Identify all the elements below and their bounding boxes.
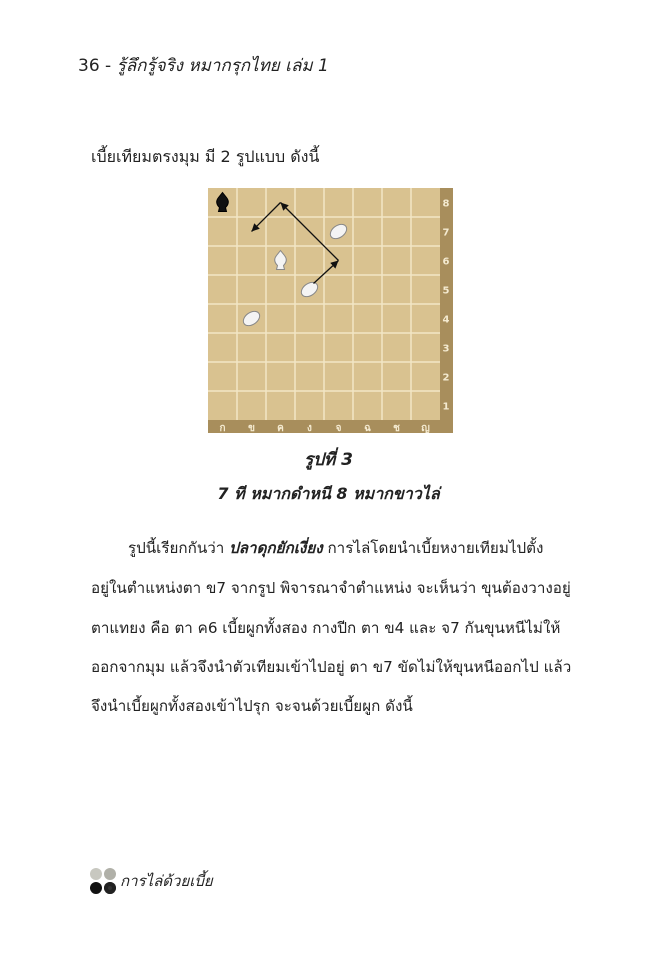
file-label: ข [248,423,255,433]
book-title: รู้ลึกรู้จริง หมากรุกไทย เล่ม 1 [116,56,329,76]
footer-text: การไล่ด้วยเบี้ย [120,872,213,890]
rank-label: 8 [442,198,450,210]
text: การไล่โดยนำเบี้ยหงายเทียมไปตั้ง [322,539,544,557]
term-bold: ปลาดุกยักเงี่ยง [229,539,323,557]
rank-label: 2 [442,372,450,384]
rank-label: 1 [442,401,450,413]
file-label: ฉ [364,423,371,433]
file-label: ญ [421,423,430,433]
footer-pieces-icon [90,868,116,894]
paragraph-line-4: ออกจากมุม แล้วจึงนำตัวเทียมเข้าไปอยู่ ตา ข7 ขัดไม่ให้ขุนหนีออกไป แล้ว [91,658,572,676]
file-label: ง [307,423,312,433]
file-label: ค [277,423,284,433]
figure-caption: รูปที่ 3 [304,450,353,470]
paragraph-line-2: อยู่ในตำแหน่งตา ข7 จากรูป พิจารณาจำตำแหน่ง จะเห็นว่า ขุนต้องวางอยู่ [91,579,571,597]
page-header [78,52,329,79]
paragraph-line-5: จึงนำเบี้ยผูกทั้งสองเข้าไปรุก จะจนด้วยเบี้ยผูก ดังนี้ [91,697,413,715]
rank-label: 5 [442,285,450,297]
rank-label: 6 [442,256,450,268]
header-separator: - [105,56,112,76]
paragraph-line-3: ตาแทยง คือ ตา ค6 เบี้ยผูกทั้งสอง กางปีก ตา ข4 และ จ7 กันขุนหนีไม่ให้ [91,619,561,637]
chess-board-diagram [208,188,453,433]
page-number: 36 [78,56,100,76]
intro-text: เบี้ยเทียมตรงมุม มี 2 รูปแบบ ดังนี้ [91,147,320,166]
paragraph-line-1 [128,536,543,560]
rank-label: 7 [442,227,450,239]
footer [90,868,213,894]
figure-subtitle: 7 ที หมากดำหนี 8 หมากขาวไล่ [217,484,440,503]
file-label: จ [335,423,342,433]
file-label: ก [219,423,226,433]
file-label: ช [393,423,400,433]
text: รูปนี้เรียกกันว่า [128,539,230,557]
rank-label: 4 [442,314,450,326]
rank-label: 3 [442,343,450,355]
